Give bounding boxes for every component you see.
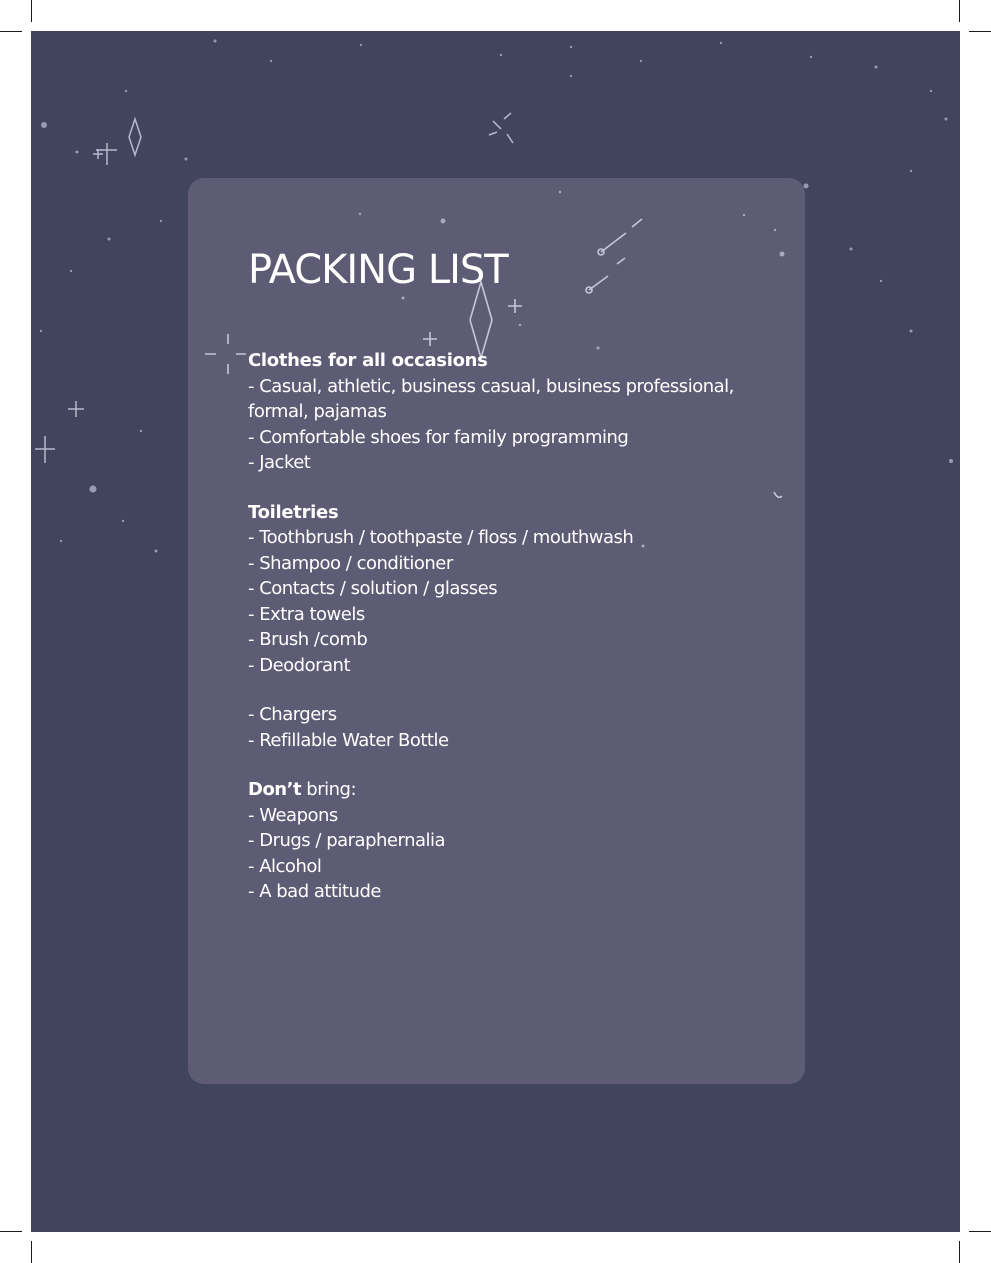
- crop-mark: [0, 31, 22, 32]
- crop-mark: [959, 0, 960, 22]
- section-extras: [248, 702, 768, 753]
- section-dont-bring: [248, 777, 768, 905]
- list-item: - Refillable Water Bottle: [248, 729, 449, 751]
- list-item: formal, pajamas: [248, 401, 387, 422]
- list-item: - Comfortable shoes for family programming: [248, 426, 629, 448]
- list-item: - Shampoo / conditioner: [248, 552, 453, 574]
- plus-star-icon: [93, 143, 117, 165]
- crop-mark: [31, 1241, 32, 1263]
- page-title: PACKING LIST: [248, 247, 508, 293]
- list-item: - Brush /comb: [248, 629, 368, 650]
- crop-mark: [31, 0, 32, 22]
- section-clothes: [248, 348, 768, 476]
- list-item: - Alcohol: [248, 855, 322, 877]
- section-toiletries: [248, 500, 768, 679]
- list-item: - Deodorant: [248, 654, 350, 676]
- plus-star-icon: [35, 436, 55, 463]
- list-item: - Drugs / paraphernalia: [248, 830, 446, 851]
- crop-mark: [0, 1231, 22, 1232]
- list-item: - Jacket: [248, 452, 311, 473]
- crop-mark: [969, 31, 991, 32]
- list-item: - Extra towels: [248, 603, 365, 625]
- dont-rest-label: bring:: [301, 779, 357, 800]
- dont-bold-label: Don’t: [248, 779, 302, 800]
- list-item: - Contacts / solution / glasses: [248, 578, 498, 599]
- star-sparkle-icon: [129, 119, 141, 155]
- section-heading: Toiletries: [248, 501, 339, 523]
- plus-star-icon: [68, 401, 84, 417]
- burst-star-icon: [489, 113, 513, 143]
- list-item: - Weapons: [248, 804, 338, 826]
- section-heading-dont: [248, 777, 768, 803]
- list-item: - Toothbrush / toothpaste / floss / mouthwash: [248, 527, 634, 548]
- list-item: - A bad attitude: [248, 881, 381, 902]
- section-heading: Clothes for all occasions: [248, 350, 488, 371]
- crop-mark: [969, 1231, 991, 1232]
- packing-list-content: [248, 244, 768, 929]
- list-item: - Chargers: [248, 704, 337, 725]
- crop-mark: [959, 1241, 960, 1263]
- list-item: - Casual, athletic, business casual, business professional,: [248, 375, 734, 397]
